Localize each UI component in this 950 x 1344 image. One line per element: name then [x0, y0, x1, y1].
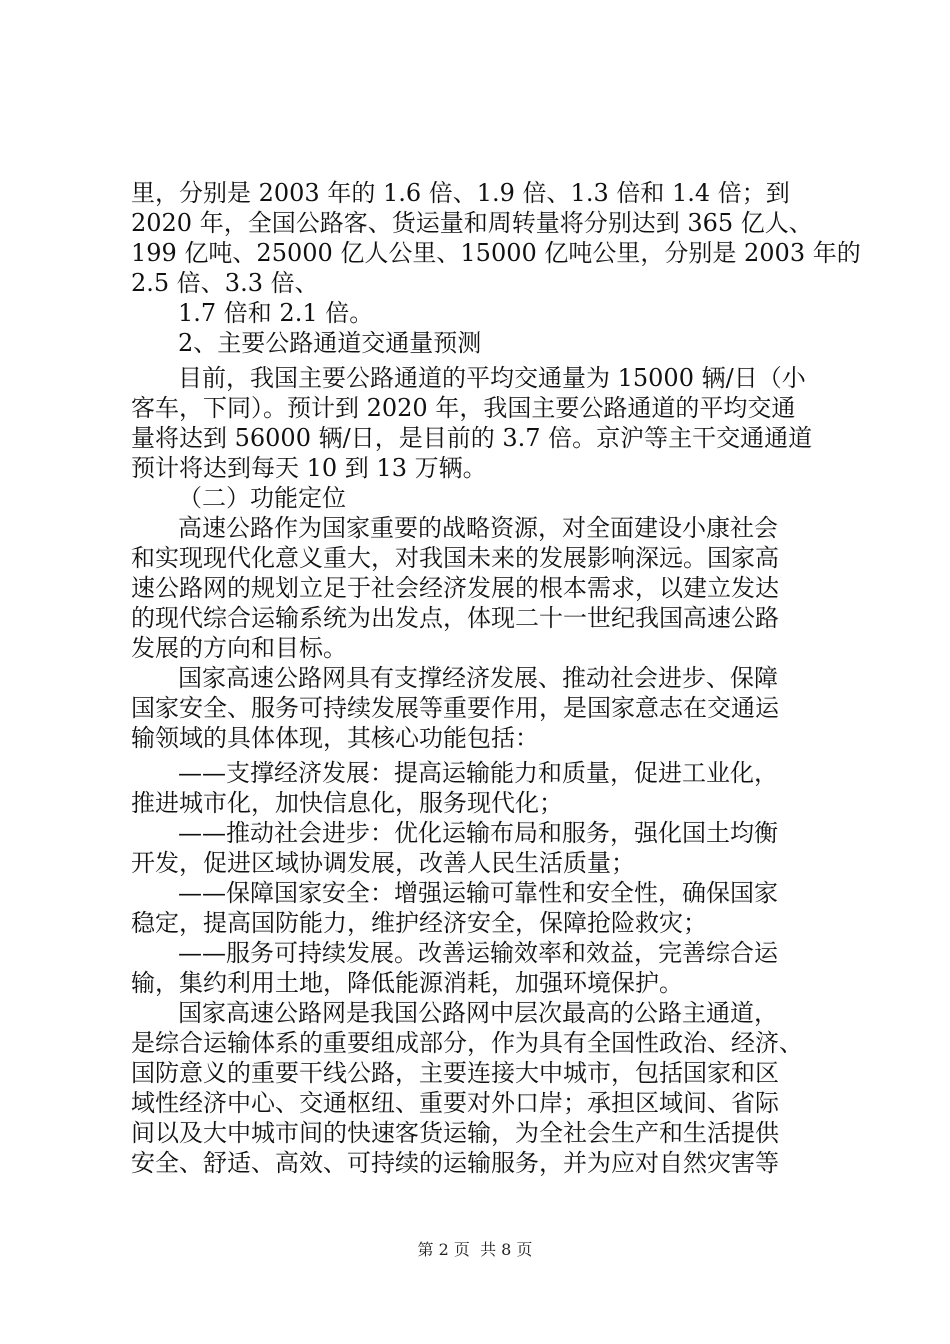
- text-line-16: 发展的方向和目标。: [131, 634, 347, 662]
- text-line-23: 开发，促进区域协调发展，改善人民生活质量；: [131, 849, 635, 877]
- text-line-26: ——服务可持续发展。改善运输效率和效益，完善综合运: [178, 939, 778, 967]
- text-line-7: 目前，我国主要公路通道的平均交通量为 15000 辆/日（小: [178, 364, 806, 392]
- text-line-24: ——保障国家安全：增强运输可靠性和安全性，确保国家: [178, 879, 778, 907]
- page-footer: [0, 1240, 950, 1260]
- text-line-19: 输领域的具体体现，其核心功能包括：: [131, 724, 539, 752]
- text-line-10: 预计将达到每天 10 到 13 万辆。: [131, 454, 487, 482]
- text-line-3: 199 亿吨、25000 亿人公里、15000 亿吨公里，分别是 2003 年的: [131, 239, 861, 267]
- page-number: 第 2 页 共 8 页: [417, 1240, 533, 1259]
- section-heading-function: （二）功能定位: [178, 484, 346, 512]
- text-line-18: 国家安全、服务可持续发展等重要作用，是国家意志在交通运: [131, 694, 779, 722]
- text-line-20: ——支撑经济发展：提高运输能力和质量，促进工业化，: [178, 759, 778, 787]
- text-line-25: 稳定，提高国防能力，维护经济安全，保障抢险救灾；: [131, 909, 707, 937]
- text-line-27: 输，集约利用土地，降低能源消耗，加强环境保护。: [131, 969, 683, 997]
- text-line-32: 间以及大中城市间的快速客货运输，为全社会生产和生活提供: [131, 1119, 779, 1147]
- section-heading: 2、主要公路通道交通量预测: [178, 329, 482, 357]
- text-line-22: ——推动社会进步：优化运输布局和服务，强化国土均衡: [178, 819, 778, 847]
- text-line-21: 推进城市化，加快信息化，服务现代化；: [131, 789, 563, 817]
- text-line-2: 2020 年，全国公路客、货运量和周转量将分别达到 365 亿人、: [131, 209, 813, 237]
- text-line-29: 是综合运输体系的重要组成部分，作为具有全国性政治、经济、: [131, 1029, 803, 1057]
- text-line-15: 的现代综合运输系统为出发点，体现二十一世纪我国高速公路: [131, 604, 779, 632]
- text-line-4: 2.5 倍、3.3 倍、: [131, 269, 319, 297]
- text-line-9: 量将达到 56000 辆/日，是目前的 3.7 倍。京沪等主干交通通道: [131, 424, 813, 452]
- text-line-30: 国防意义的重要干线公路，主要连接大中城市，包括国家和区: [131, 1059, 779, 1087]
- text-line-8: 客车，下同）。预计到 2020 年，我国主要公路通道的平均交通: [131, 394, 796, 422]
- text-line-33: 安全、舒适、高效、可持续的运输服务，并为应对自然灾害等: [131, 1149, 779, 1177]
- text-line-13: 和实现现代化意义重大，对我国未来的发展影响深远。国家高: [131, 544, 779, 572]
- text-line-5: 1.7 倍和 2.1 倍。: [178, 299, 374, 327]
- text-line-14: 速公路网的规划立足于社会经济发展的根本需求，以建立发达: [131, 574, 779, 602]
- text-line-17: 国家高速公路网具有支撑经济发展、推动社会进步、保障: [178, 664, 778, 692]
- text-line-31: 域性经济中心、交通枢纽、重要对外口岸；承担区域间、省际: [131, 1089, 779, 1117]
- text-line-1: 里，分别是 2003 年的 1.6 倍、1.9 倍、1.3 倍和 1.4 倍；到: [131, 179, 790, 207]
- text-line-28: 国家高速公路网是我国公路网中层次最高的公路主通道，: [178, 999, 778, 1027]
- text-line-12: 高速公路作为国家重要的战略资源，对全面建设小康社会: [178, 514, 778, 542]
